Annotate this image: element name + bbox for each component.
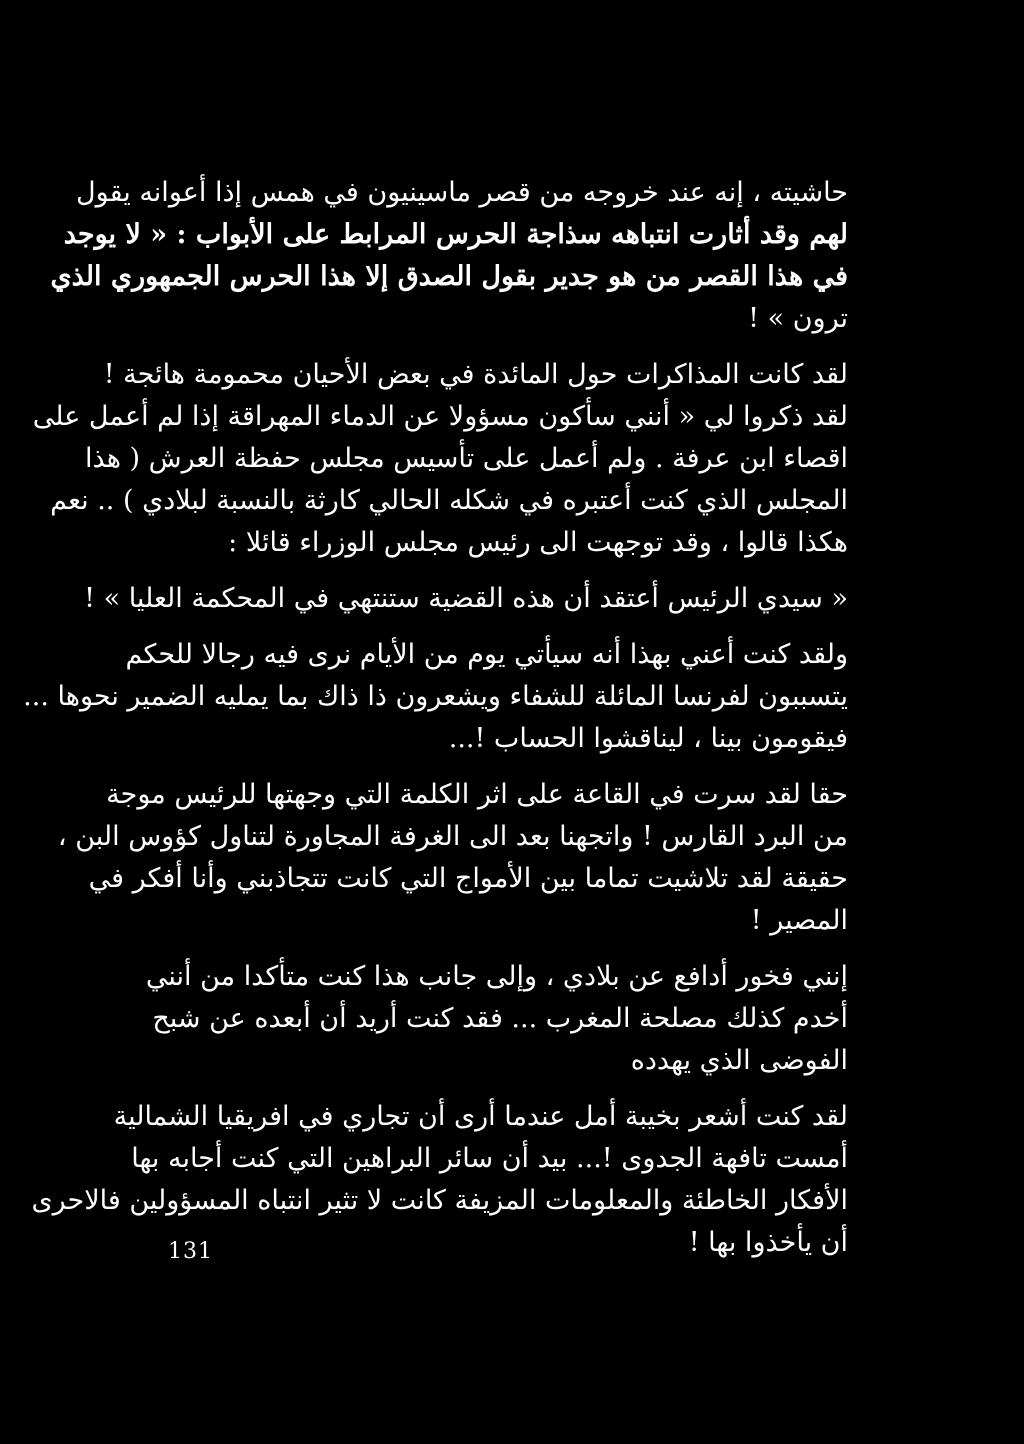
text-line: ترون » ! — [748, 303, 848, 334]
text-line: في هذا القصر من هو جدير بقول الصدق إلا هذا الحرس الجمهوري الذي — [50, 261, 848, 292]
text-line: حاشيته ، إنه عند خروجه من قصر ماسينيون في همس إذا أعوانه يقول — [76, 177, 848, 208]
text-line: لقد ذكروا لي « أنني سأكون مسؤولا عن الدماء المهراقة إذا لم أعمل على — [32, 401, 848, 432]
text-line: « سيدي الرئيس أعتقد أن هذه القضية ستنتهي في المحكمة العليا » ! — [84, 583, 848, 614]
paragraph-6 — [145, 956, 848, 1082]
text-line: لقد كنت أشعر بخيبة أمل عندما أرى أن تجاري في افريقيا الشمالية — [113, 1101, 848, 1132]
text-line: ولقد كنت أعني بهذا أنه سيأتي يوم من الأيام نرى فيه رجالا للحكم — [125, 639, 848, 670]
paragraph-7 — [31, 1096, 848, 1264]
text-line: حقا لقد سرت في القاعة على اثر الكلمة التي وجهتها للرئيس موجة — [106, 779, 848, 810]
text-line: من البرد القارس ! واتجهنا بعد الى الغرفة المجاورة لتناول كؤوس البن ، — [57, 821, 848, 852]
text-line: هكذا قالوا ، وقد توجهت الى رئيس مجلس الوزراء قائلا : — [228, 527, 848, 558]
text-line: أمست تافهة الجدوى !... بيد أن سائر البراهين التي كنت أجابه بها — [131, 1143, 848, 1174]
page-number: 131 — [168, 1239, 213, 1264]
paragraph-1 — [50, 172, 848, 340]
text-line: أخدم كذلك مصلحة المغرب ... فقد كنت أريد أن أبعده عن شبح — [152, 1003, 848, 1034]
text-line: أن يأخذوا بها ! — [688, 1227, 848, 1258]
paragraph-5 — [57, 774, 848, 942]
text-line: المصير ! — [750, 905, 848, 936]
text-line: حقيقة لقد تلاشيت تماما بين الأمواج التي كانت تتجاذبني وأنا أفكر في — [88, 863, 848, 894]
text-line: المجلس الذي كنت أعتبره في شكله الحالي كارثة بالنسبة لبلادي ) .. نعم — [50, 485, 848, 516]
text-line: فيقومون بينا ، ليناقشوا الحساب !... — [448, 723, 848, 754]
text-line: الأفكار الخاطئة والمعلومات المزيفة كانت لا تثير انتباه المسؤولين فالاحرى — [31, 1185, 848, 1216]
text-line: يتسببون لفرنسا المائلة للشفاء ويشعرون ذا ذاك بما يمليه الضمير نحوها ... — [23, 681, 848, 712]
paragraph-2 — [32, 354, 848, 564]
text-line: لهم وقد أثارت انتباهه سذاجة الحرس المرابط على الأبواب : « لا يوجد — [63, 219, 848, 250]
text-line: الفوضى الذي يهدده — [630, 1045, 848, 1076]
text-line: لقد كانت المذاكرات حول المائدة في بعض الأحيان محمومة هائجة ! — [103, 359, 848, 390]
paragraph-3 — [84, 578, 848, 620]
paragraph-4 — [23, 634, 848, 760]
text-line: إنني فخور أدافع عن بلادي ، وإلى جانب هذا كنت متأكدا من أنني — [145, 961, 848, 992]
text-line: اقصاء ابن عرفة . ولم أعمل على تأسيس مجلس حفظة العرش ( هذا — [85, 443, 848, 474]
body-text — [23, 172, 848, 1278]
